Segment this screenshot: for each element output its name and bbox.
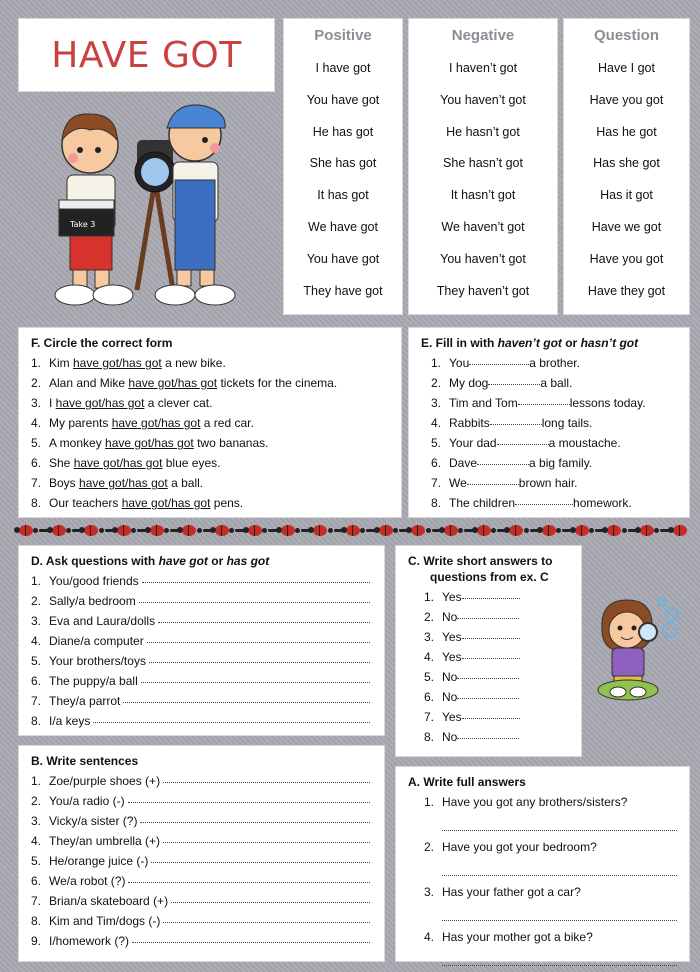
list-item <box>19 591 384 611</box>
title-box <box>19 19 274 91</box>
title-keyword: has got <box>226 554 270 568</box>
answer-blank[interactable] <box>141 671 370 683</box>
item-text: a red car. <box>200 416 254 430</box>
list-item <box>396 627 581 647</box>
section-c-title: C. Write short answers to <box>408 554 553 568</box>
list-item <box>19 711 384 731</box>
choice-option[interactable]: have got/has got <box>105 436 194 450</box>
answer-blank[interactable] <box>469 353 529 365</box>
question-row <box>396 882 689 902</box>
negative-cell: I haven’t got <box>448 61 518 75</box>
item-number: 3. <box>30 396 41 410</box>
answer-blank[interactable] <box>462 707 520 719</box>
item-text: Zoe/purple shoes (+) <box>49 774 161 788</box>
item-number: 6. <box>30 874 41 888</box>
negative-cell: They haven’t got <box>436 283 530 298</box>
list-item <box>19 791 384 811</box>
item-text: Your dad <box>449 436 497 450</box>
page-title: HAVE GOT <box>51 34 242 76</box>
title-keyword: haven’t got <box>497 336 562 350</box>
item-number: 5. <box>430 436 441 450</box>
list-item <box>396 667 581 687</box>
item-text: a brother. <box>529 356 580 370</box>
item-text: Brian/a skateboard (+) <box>49 894 169 908</box>
item-number: 2. <box>30 376 41 390</box>
item-number: 1. <box>423 795 434 809</box>
question-cell: Has she got <box>593 156 660 171</box>
negative-column <box>409 19 557 314</box>
item-number: 3. <box>30 814 41 828</box>
list-item <box>409 413 689 433</box>
item-text: tickets for the cinema. <box>217 376 338 390</box>
girl-magnifier-illustration <box>592 590 688 708</box>
item-number: 1. <box>30 574 41 588</box>
choice-option[interactable]: have got/has got <box>128 376 218 390</box>
ladybug-icon <box>607 525 621 536</box>
answer-blank[interactable] <box>142 571 370 583</box>
item-text: Rabbits <box>449 416 490 430</box>
item-text: The puppy/a ball <box>49 674 138 688</box>
item-number: 8. <box>30 496 41 510</box>
ladybug-icon <box>575 525 589 536</box>
list-item <box>396 647 581 667</box>
ladybug-icon <box>640 525 654 536</box>
positive-cell: He has got <box>312 124 374 139</box>
choice-option[interactable]: have got/has got <box>73 456 163 470</box>
item-text: a ball. <box>167 476 204 490</box>
item-text: Kim <box>49 356 73 370</box>
answer-blank[interactable] <box>93 711 370 723</box>
answer-blank[interactable] <box>515 493 573 505</box>
item-text: blue eyes. <box>162 456 221 470</box>
choice-option[interactable]: have got/has got <box>79 476 168 490</box>
item-text: She <box>49 456 74 470</box>
item-text: a clever cat. <box>144 396 213 410</box>
ladybug-icon <box>411 525 425 536</box>
answer-blank[interactable] <box>128 791 370 803</box>
negative-cell: She hasn’t got <box>443 156 523 171</box>
question-column <box>564 19 689 314</box>
answer-blank[interactable] <box>488 373 540 385</box>
negative-cell: We haven’t got <box>441 219 525 234</box>
item-text: My dog <box>449 376 489 390</box>
item-text: He/orange juice (-) <box>49 854 149 868</box>
item-number: 3. <box>423 630 434 644</box>
section-e-title <box>421 336 689 350</box>
list-item <box>409 473 689 493</box>
item-number: 7. <box>423 710 434 724</box>
item-number: 2. <box>423 610 434 624</box>
answer-blank[interactable] <box>462 647 520 659</box>
item-text: Your brothers/toys <box>49 654 146 668</box>
list-item <box>19 473 401 493</box>
item-number: 5. <box>30 654 41 668</box>
item-number: 5. <box>423 670 434 684</box>
item-text: No <box>442 730 458 744</box>
list-item <box>409 433 689 453</box>
item-text: Yes <box>442 630 462 644</box>
item-number: 2. <box>30 794 41 808</box>
item-text: Has your father got a car? <box>442 885 581 899</box>
item-text: Has your mother got a bike? <box>442 930 593 944</box>
item-number: 5. <box>30 854 41 868</box>
list-item <box>19 373 401 393</box>
list-item <box>19 771 384 791</box>
item-text: I <box>49 396 56 410</box>
answer-blank[interactable] <box>467 473 519 485</box>
list-item <box>19 931 384 951</box>
answer-blank[interactable] <box>457 727 519 739</box>
item-text: Have you got any brothers/sisters? <box>442 795 628 809</box>
answer-blank[interactable] <box>123 691 370 703</box>
item-text: We/a robot (?) <box>49 874 126 888</box>
list-item <box>19 433 401 453</box>
section-a-list <box>396 792 689 966</box>
choice-option[interactable]: have got/has got <box>73 356 162 370</box>
title-text: or <box>561 336 581 350</box>
list-item <box>409 453 689 473</box>
answer-blank[interactable] <box>477 453 529 465</box>
list-item <box>19 453 401 473</box>
section-f-title: F. Circle the correct form <box>31 336 173 350</box>
question-cell: Have they got <box>587 283 666 298</box>
list-item <box>19 393 401 413</box>
item-number: 9. <box>30 934 41 948</box>
item-number: 6. <box>30 674 41 688</box>
section-c <box>396 546 581 756</box>
ladybug-icon <box>84 525 98 536</box>
list-item <box>409 493 689 513</box>
answer-blank[interactable] <box>151 851 370 863</box>
answer-blank[interactable] <box>163 911 370 923</box>
item-text: a big family. <box>529 456 593 470</box>
section-a-title: A. Write full answers <box>408 775 526 789</box>
item-text: Our teachers <box>49 496 122 510</box>
negative-cell: You haven’t got <box>440 92 526 107</box>
title-keyword: hasn’t got <box>580 336 639 350</box>
ladybug-icon <box>444 525 458 536</box>
answer-blank[interactable] <box>462 587 520 599</box>
answer-blank[interactable] <box>171 891 370 903</box>
negative-cell: It hasn’t got <box>450 188 516 203</box>
list-item <box>396 727 581 747</box>
item-text: The children <box>449 496 516 510</box>
list-item <box>396 587 581 607</box>
choice-option[interactable]: have got/has got <box>121 496 211 510</box>
item-text: long tails. <box>541 416 593 430</box>
positive-cell: She has got <box>309 156 377 171</box>
question-cell: Have I got <box>598 61 655 75</box>
item-number: 1. <box>30 774 41 788</box>
item-text: Yes <box>442 650 462 664</box>
item-text: Vicky/a sister (?) <box>49 814 138 828</box>
item-number: 4. <box>423 650 434 664</box>
answer-blank[interactable] <box>490 413 542 425</box>
kids-camera-illustration <box>45 100 240 315</box>
item-number: 7. <box>30 694 41 708</box>
list-item <box>19 691 384 711</box>
item-number: 6. <box>30 456 41 470</box>
item-number: 4. <box>30 634 41 648</box>
list-item <box>19 651 384 671</box>
negative-cell: You haven’t got <box>440 251 526 266</box>
item-number: 4. <box>30 834 41 848</box>
ladybug-icon <box>509 525 523 536</box>
item-text: pens. <box>210 496 244 510</box>
item-text: They/an umbrella (+) <box>49 834 161 848</box>
item-number: 6. <box>423 690 434 704</box>
item-text: You/a radio (-) <box>49 794 125 808</box>
question-cell: Has he got <box>596 124 657 139</box>
ladybug-icon <box>281 525 295 536</box>
item-number: 8. <box>30 914 41 928</box>
answer-line[interactable] <box>442 859 677 876</box>
section-f <box>19 328 401 517</box>
section-c-title-line2: questions from ex. C <box>430 570 549 584</box>
svg-text:Take 3: Take 3 <box>70 220 96 229</box>
item-number: 2. <box>430 376 441 390</box>
item-text: You <box>449 356 470 370</box>
item-number: 5. <box>30 436 41 450</box>
title-text: D. Ask questions with <box>31 554 159 568</box>
positive-header: Positive <box>314 27 372 44</box>
answer-blank[interactable] <box>149 651 370 663</box>
list-item <box>19 413 401 433</box>
item-text: Kim and Tim/dogs (-) <box>49 914 161 928</box>
item-text: Sally/a bedroom <box>49 594 136 608</box>
question-cell: Has it got <box>600 188 653 203</box>
section-d <box>19 546 384 735</box>
question-cell: Have we got <box>591 219 662 234</box>
item-text: Alan and Mike <box>49 376 129 390</box>
item-number: 8. <box>30 714 41 728</box>
ladybug-icon <box>215 525 229 536</box>
item-number: 8. <box>430 496 441 510</box>
answer-blank[interactable] <box>140 811 370 823</box>
item-text: Yes <box>442 590 462 604</box>
item-text: Have you got your bedroom? <box>442 840 597 854</box>
list-item <box>409 353 689 373</box>
item-text: We <box>449 476 467 490</box>
section-a <box>396 767 689 961</box>
answer-blank[interactable] <box>457 667 519 679</box>
question-header: Question <box>593 27 659 44</box>
ladybug-icon <box>379 525 393 536</box>
item-text: lessons today. <box>569 396 646 410</box>
answer-blank[interactable] <box>139 591 370 603</box>
title-text: or <box>207 554 227 568</box>
positive-cell: You have got <box>306 251 380 266</box>
question-row <box>396 792 689 812</box>
title-keyword: have got <box>158 554 208 568</box>
list-item <box>19 353 401 373</box>
positive-cell: I have got <box>315 61 371 75</box>
ladybug-icon <box>477 525 491 536</box>
item-number: 3. <box>30 614 41 628</box>
item-text: a new bike. <box>161 356 226 370</box>
answer-blank[interactable] <box>518 393 570 405</box>
item-number: 4. <box>423 930 434 944</box>
item-text: No <box>442 690 458 704</box>
list-item <box>19 493 401 513</box>
item-text: Diane/a computer <box>49 634 144 648</box>
item-number: 7. <box>430 476 441 490</box>
negative-header: Negative <box>451 27 515 44</box>
answer-blank[interactable] <box>132 931 370 943</box>
ladybug-icon <box>542 525 556 536</box>
item-number: 1. <box>423 590 434 604</box>
item-number: 6. <box>430 456 441 470</box>
item-text: Boys <box>49 476 80 490</box>
section-d-title <box>31 554 384 568</box>
question-cell: Have you got <box>589 251 664 266</box>
answer-blank[interactable] <box>497 433 549 445</box>
item-number: 8. <box>423 730 434 744</box>
item-text: homework. <box>573 496 632 510</box>
ladybug-icon <box>182 525 196 536</box>
list-item <box>19 891 384 911</box>
ladybug-icon <box>19 525 33 536</box>
section-b-title: B. Write sentences <box>31 754 139 768</box>
list-item <box>409 393 689 413</box>
answer-line[interactable] <box>442 904 677 921</box>
answer-blank[interactable] <box>128 871 370 883</box>
item-text: Tim and Tom <box>449 396 518 410</box>
answer-blank[interactable] <box>147 631 370 643</box>
item-number: 4. <box>30 416 41 430</box>
list-item <box>396 607 581 627</box>
item-text: a moustache. <box>548 436 621 450</box>
item-text: brown hair. <box>518 476 578 490</box>
item-number: 1. <box>30 356 41 370</box>
item-number: 1. <box>430 356 441 370</box>
ladybug-icon <box>52 525 66 536</box>
item-text: Eva and Laura/dolls <box>49 614 156 628</box>
ladybug-icon <box>248 525 262 536</box>
answer-line[interactable] <box>442 949 677 966</box>
item-text: Yes <box>442 710 462 724</box>
ladybug-icon <box>673 525 687 536</box>
positive-cell: It has got <box>317 188 369 203</box>
answer-blank[interactable] <box>163 771 370 783</box>
list-item <box>19 671 384 691</box>
choice-option[interactable]: have got/has got <box>55 396 145 410</box>
item-text: Dave <box>449 456 478 470</box>
list-item <box>19 611 384 631</box>
positive-cell: You have got <box>306 92 380 107</box>
answer-blank[interactable] <box>158 611 370 623</box>
item-text: No <box>442 670 458 684</box>
section-b <box>19 746 384 961</box>
title-text: E. Fill in with <box>421 336 498 350</box>
negative-cell: He hasn’t got <box>446 124 520 139</box>
section-e <box>409 328 689 517</box>
ladybug-icon <box>346 525 360 536</box>
ladybug-icon <box>117 525 131 536</box>
list-item <box>396 707 581 727</box>
item-text: two bananas. <box>193 436 269 450</box>
item-number: 3. <box>430 396 441 410</box>
answer-blank[interactable] <box>163 831 370 843</box>
list-item <box>19 911 384 931</box>
list-item <box>19 631 384 651</box>
ladybug-divider <box>19 520 687 540</box>
item-text: I/homework (?) <box>49 934 130 948</box>
item-text: No <box>442 610 458 624</box>
answer-blank[interactable] <box>462 627 520 639</box>
item-number: 7. <box>30 894 41 908</box>
item-text: A monkey <box>49 436 106 450</box>
item-text: I/a keys <box>49 714 91 728</box>
ladybug-icon <box>150 525 164 536</box>
answer-blank[interactable] <box>457 607 519 619</box>
item-number: 2. <box>423 840 434 854</box>
item-text: They/a parrot <box>49 694 121 708</box>
list-item <box>19 811 384 831</box>
answer-blank[interactable] <box>457 687 519 699</box>
list-item <box>19 851 384 871</box>
list-item <box>19 571 384 591</box>
item-text: You/good friends <box>49 574 139 588</box>
positive-cell: We have got <box>308 219 378 234</box>
item-number: 4. <box>430 416 441 430</box>
item-text: a ball. <box>540 376 573 390</box>
question-cell: Have you got <box>589 92 664 107</box>
list-item <box>19 831 384 851</box>
item-number: 7. <box>30 476 41 490</box>
item-text: My parents <box>49 416 112 430</box>
list-item <box>19 871 384 891</box>
positive-column <box>284 19 402 314</box>
choice-option[interactable]: have got/has got <box>111 416 201 430</box>
positive-cell: They have got <box>303 283 383 298</box>
question-row <box>396 837 689 857</box>
ladybug-icon <box>313 525 327 536</box>
item-number: 3. <box>423 885 434 899</box>
list-item <box>396 687 581 707</box>
answer-line[interactable] <box>442 814 677 831</box>
question-row <box>396 927 689 947</box>
item-number: 2. <box>30 594 41 608</box>
list-item <box>409 373 689 393</box>
